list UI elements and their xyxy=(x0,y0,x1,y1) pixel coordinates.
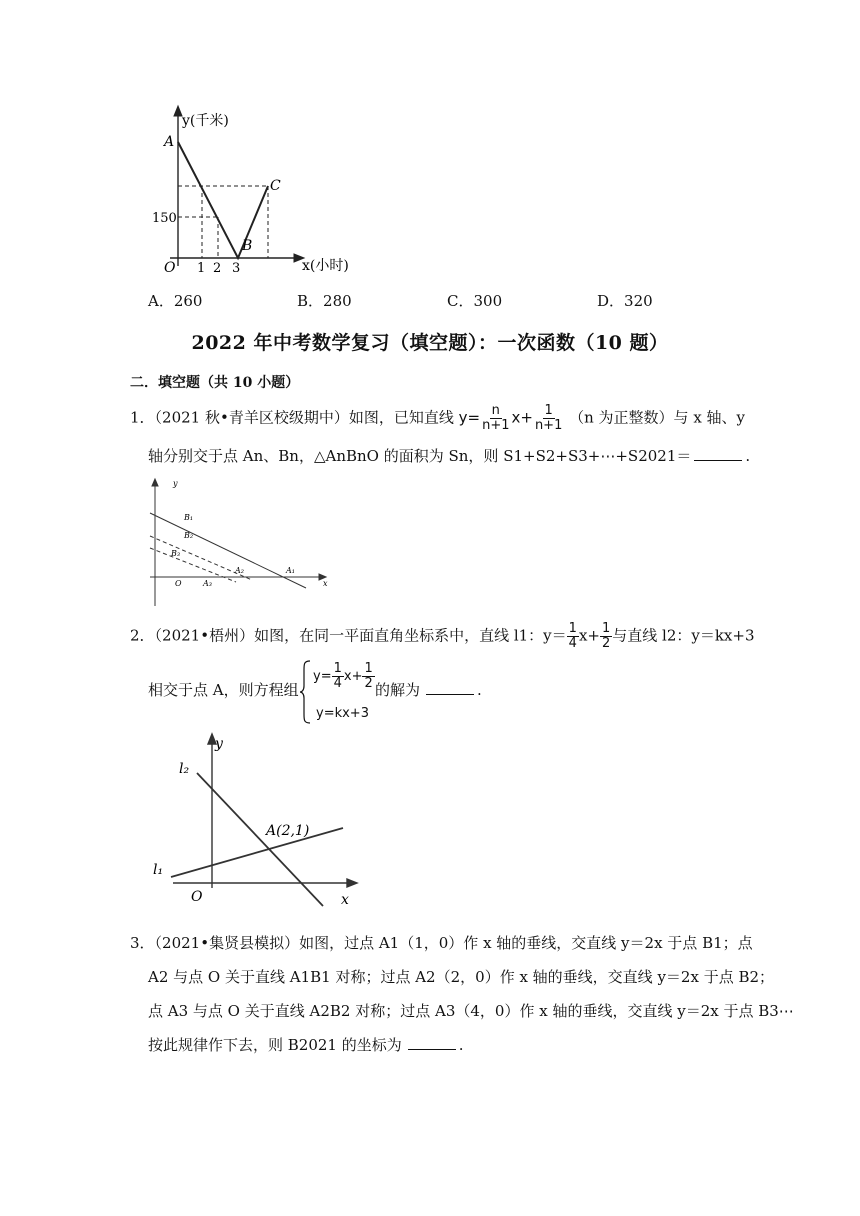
option-b: B．280 xyxy=(297,292,352,310)
question-number: 1． xyxy=(130,408,155,427)
tick-1-label: 1 xyxy=(197,261,206,276)
fraction-1-over-2: $\frac{1}{2}$ xyxy=(364,661,373,691)
fraction-1-over-n1: $\frac{1}{n+1}$ xyxy=(534,403,563,433)
two-lines-graph xyxy=(145,728,370,910)
equation-x-plus: x+ xyxy=(511,408,533,427)
question-3-line-1: 3．（2021•集贤县模拟）如图，过点 A1（1，0）作 x 轴的垂线，交直线 y＝2x 于点 B1；点 xyxy=(130,934,753,952)
page-title: 2022 年中考数学复习（填空题）：一次函数（10 题） xyxy=(191,332,669,354)
period: . xyxy=(458,1036,464,1054)
question-1-line-2 xyxy=(148,446,750,466)
question-2-line-2b xyxy=(375,680,482,700)
question-3-line-3: 点 A3 与点 O 关于直线 A2B2 对称；过点 A3（4，0）作 x 轴的垂线，交直线 y＝2x 于点 B3⋯ xyxy=(148,1002,794,1020)
b3-label: B₃ xyxy=(171,549,181,558)
period: . xyxy=(477,681,482,699)
question-2-line-1 xyxy=(130,622,755,651)
lines-graph-1 xyxy=(140,476,340,608)
question-3-line-4 xyxy=(148,1035,464,1055)
answer-blank xyxy=(694,446,742,461)
question-1-text: 轴分别交于点 An、Bn，△AnBnO 的面积为 Sn，则 S1+S2+S3+⋯+S2021＝ xyxy=(148,447,692,465)
y-axis-label: y xyxy=(173,479,178,488)
period: . xyxy=(745,447,751,465)
question-condition: （n 为正整数）与 x 轴、y xyxy=(569,408,746,427)
x-axis-label: x(小时) xyxy=(302,258,349,274)
a2-label: A₂ xyxy=(235,566,244,575)
x-axis-label: x xyxy=(341,892,349,908)
equation-x-plus: x+ xyxy=(578,626,600,645)
equation-y: y= xyxy=(313,669,332,684)
b2-label: B₂ xyxy=(184,531,194,540)
tick-3-label: 3 xyxy=(232,261,241,276)
question-number: 2． xyxy=(130,626,155,645)
origin-label: O xyxy=(164,260,176,276)
fraction-1-over-2: $\frac{1}{2}$ xyxy=(601,621,611,651)
equation-x-plus: x+ xyxy=(343,669,363,684)
answer-blank xyxy=(408,1035,456,1050)
question-2-text: 与直线 l2：y＝kx+3 xyxy=(612,626,755,645)
equation-y: y= xyxy=(458,408,481,427)
system-equation-2: y=kx+3 xyxy=(316,706,369,721)
option-d: D．320 xyxy=(597,292,653,310)
l2-label: l₂ xyxy=(179,761,190,777)
y-axis-label: y(千米) xyxy=(182,113,229,129)
point-a-label: A xyxy=(164,134,175,150)
tick-2-label: 2 xyxy=(213,261,222,276)
fraction-1-over-4: $\frac{1}{4}$ xyxy=(568,621,577,651)
system-equation-1 xyxy=(313,662,375,691)
point-b-label: B xyxy=(242,238,253,254)
option-a: A．260 xyxy=(148,292,203,310)
origin-label: O xyxy=(191,889,203,905)
y-axis-label: y xyxy=(215,736,223,752)
distance-time-graph xyxy=(150,100,380,280)
y-150-label: 150 xyxy=(152,211,177,226)
point-a-label: A(2,1) xyxy=(266,823,310,839)
question-2-line-2a: 相交于点 A，则方程组 xyxy=(148,681,299,699)
question-source: （2021•梧州）如图，在同一平面直角坐标系中，直线 l1：y＝ xyxy=(154,626,567,645)
a3-label: A₃ xyxy=(203,579,212,588)
x-axis-label: x xyxy=(323,579,328,588)
question-source: （2021 秋•青羊区校级期中）如图，已知直线 xyxy=(154,408,454,427)
question-1-line-1 xyxy=(130,404,745,433)
question-3-text: 按此规律作下去，则 B2021 的坐标为 xyxy=(148,1036,402,1054)
section-heading: 二．填空题（共 10 小题） xyxy=(130,375,300,391)
option-c: C．300 xyxy=(447,292,503,310)
l1-label: l₁ xyxy=(153,862,164,878)
origin-label: O xyxy=(175,579,182,588)
a1-label: A₁ xyxy=(286,566,295,575)
question-3-line-2: A2 与点 O 关于直线 A1B1 对称；过点 A2（2，0）作 x 轴的垂线，交直线 y＝2x 于点 B2； xyxy=(148,968,775,986)
fraction-1-over-4: $\frac{1}{4}$ xyxy=(333,661,342,691)
point-c-label: C xyxy=(270,178,281,194)
answer-blank xyxy=(426,680,474,695)
system-brace xyxy=(299,660,311,724)
fraction-n-over-n1: $\frac{n}{n+1}$ xyxy=(482,403,510,433)
question-2-answer-prompt: 的解为 xyxy=(375,681,421,699)
b1-label: B₁ xyxy=(184,513,194,522)
